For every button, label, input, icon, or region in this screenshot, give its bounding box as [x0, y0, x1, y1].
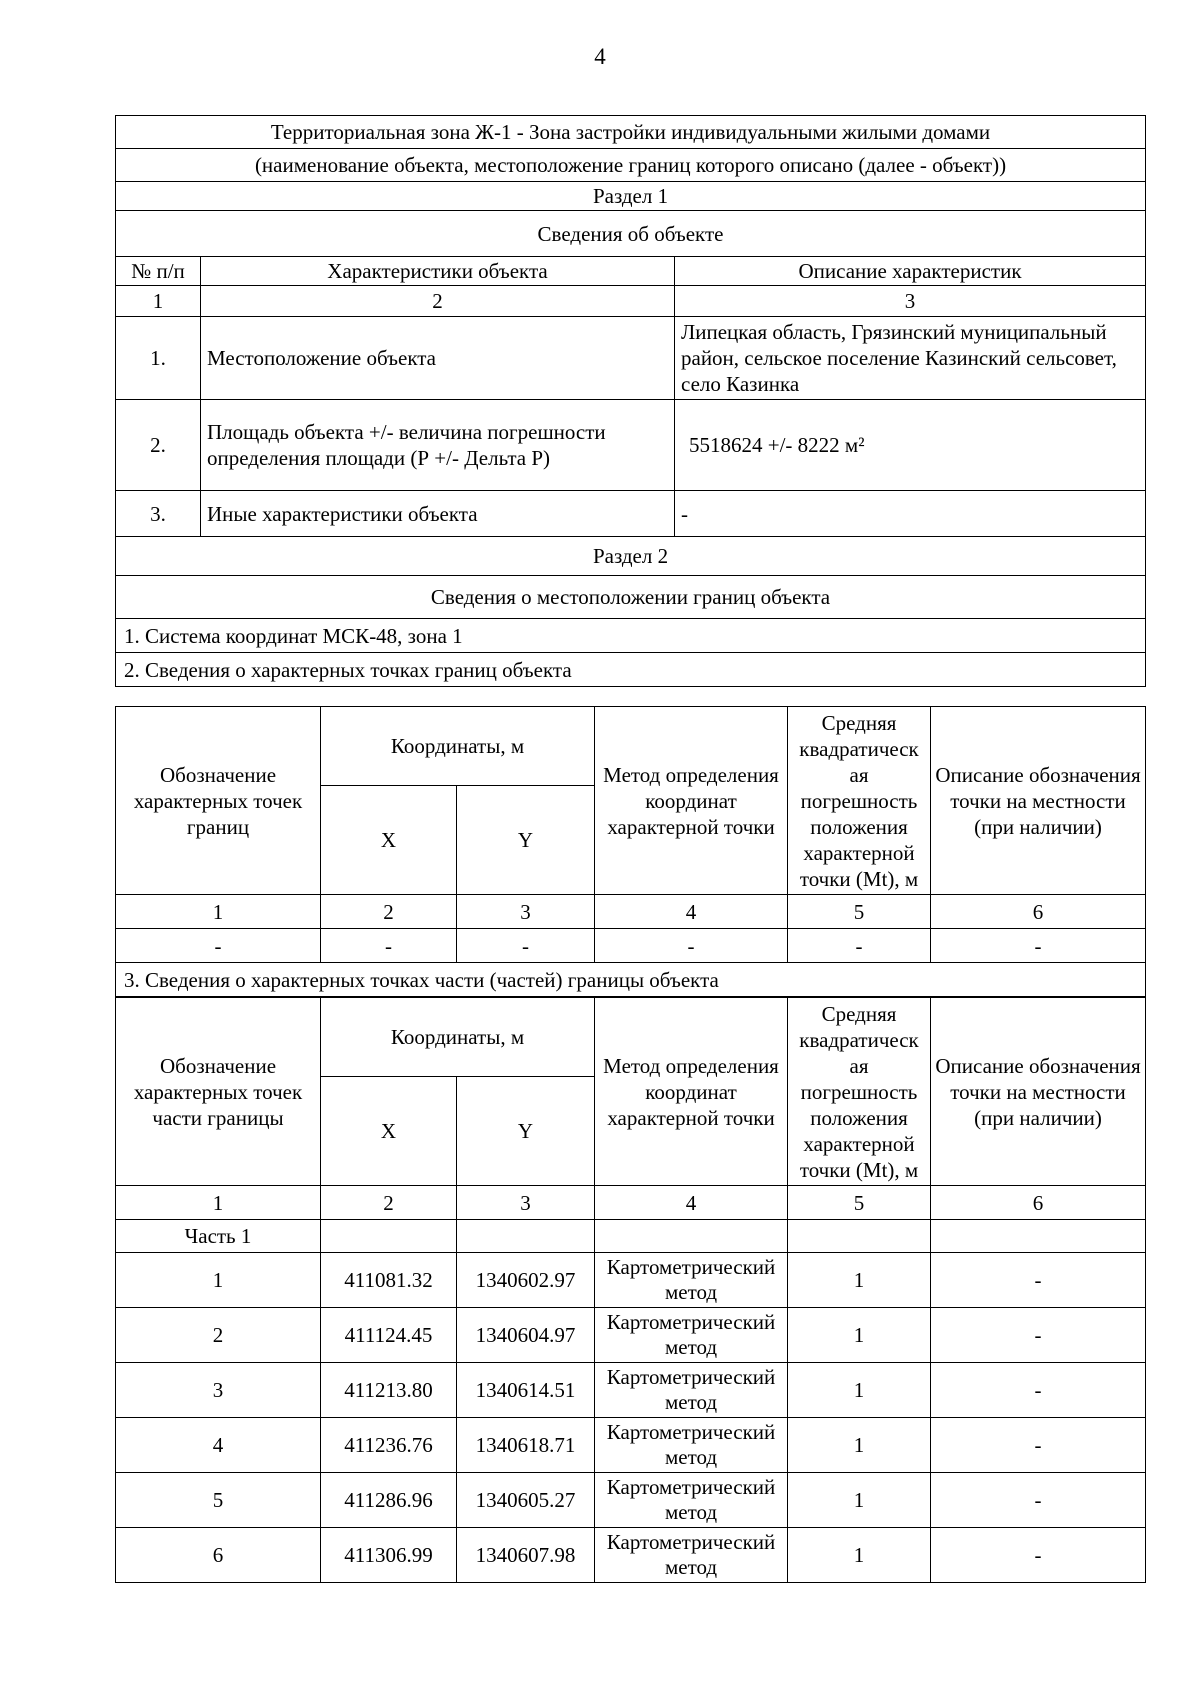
col-header-designation: Обозначение характерных точек границ [116, 707, 321, 895]
col-number: 1 [116, 1186, 321, 1220]
table-row [116, 1473, 1146, 1528]
empty-cell: - [321, 929, 457, 963]
col-header-description: Описание характеристик [675, 257, 1146, 286]
points-table [115, 706, 1146, 997]
point-y: 1340602.97 [457, 1253, 595, 1308]
point-x: 411081.32 [321, 1253, 457, 1308]
point-desc: - [931, 1308, 1146, 1363]
point-mt: 1 [788, 1473, 931, 1528]
col-number: 5 [788, 895, 931, 929]
col-header-description: Описание обозначения точки на местности (при наличии) [931, 707, 1146, 895]
point-method: Картометрический метод [595, 1418, 788, 1473]
point-method: Картометрический метод [595, 1363, 788, 1418]
table-row [116, 1308, 1146, 1363]
col-number: 6 [931, 1186, 1146, 1220]
col-number: 2 [321, 1186, 457, 1220]
row-name: Местоположение объекта [201, 317, 675, 400]
parts-table [115, 997, 1146, 1583]
row-num: 1. [116, 317, 201, 400]
point-mt: 1 [788, 1418, 931, 1473]
col-header-description: Описание обозначения точки на местности (при наличии) [931, 998, 1146, 1186]
empty-cell [788, 1220, 931, 1253]
row-value: - [675, 491, 1146, 537]
point-desc: - [931, 1418, 1146, 1473]
point-id: 6 [116, 1528, 321, 1583]
empty-cell: - [595, 929, 788, 963]
col-number: 6 [931, 895, 1146, 929]
coord-system: 1. Система координат МСК-48, зона 1 [116, 619, 1146, 653]
col-header-x: X [321, 1077, 457, 1186]
point-id: 2 [116, 1308, 321, 1363]
point-desc: - [931, 1473, 1146, 1528]
page-number: 4 [594, 44, 606, 69]
point-method: Картометрический метод [595, 1253, 788, 1308]
row-num: 3. [116, 491, 201, 537]
section1-table [115, 115, 1146, 687]
table-row [116, 1528, 1146, 1583]
col-number: 3 [675, 286, 1146, 317]
col-number: 2 [321, 895, 457, 929]
col-number: 1 [116, 895, 321, 929]
point-desc: - [931, 1528, 1146, 1583]
col-number: 4 [595, 895, 788, 929]
part-label: Часть 1 [116, 1220, 321, 1253]
col-header-num: № п/п [116, 257, 201, 286]
empty-cell [457, 1220, 595, 1253]
point-x: 411124.45 [321, 1308, 457, 1363]
point-y: 1340604.97 [457, 1308, 595, 1363]
point-mt: 1 [788, 1308, 931, 1363]
col-header-error: Средняя квадратическ ая погрешность положения характерной точки (Mt), м [788, 998, 931, 1186]
table-row [116, 1363, 1146, 1418]
col-number: 1 [116, 286, 201, 317]
point-y: 1340618.71 [457, 1418, 595, 1473]
point-mt: 1 [788, 1528, 931, 1583]
col-header-x: X [321, 786, 457, 895]
point-mt: 1 [788, 1253, 931, 1308]
col-header-error: Средняя квадратическ ая погрешность положения характерной точки (Mt), м [788, 707, 931, 895]
table-row [116, 1253, 1146, 1308]
parts-title: 3. Сведения о характерных точках части (частей) границы объекта [116, 963, 1146, 997]
point-y: 1340607.98 [457, 1528, 595, 1583]
point-desc: - [931, 1253, 1146, 1308]
point-y: 1340614.51 [457, 1363, 595, 1418]
empty-cell: - [116, 929, 321, 963]
row-num: 2. [116, 400, 201, 491]
point-x: 411236.76 [321, 1418, 457, 1473]
row-name: Площадь объекта +/- величина погрешности определения площади (Р +/- Дельта Р) [201, 400, 675, 491]
col-header-y: Y [457, 786, 595, 895]
point-id: 4 [116, 1418, 321, 1473]
point-id: 5 [116, 1473, 321, 1528]
point-id: 1 [116, 1253, 321, 1308]
part-label-row [116, 1220, 1146, 1253]
col-header-designation: Обозначение характерных точек части границы [116, 998, 321, 1186]
point-y: 1340605.27 [457, 1473, 595, 1528]
object-caption: (наименование объекта, местоположение границ которого описано (далее - объект)) [116, 149, 1146, 182]
empty-cell [931, 1220, 1146, 1253]
table-row [116, 491, 1146, 537]
table-row [116, 317, 1146, 400]
points-title: 2. Сведения о характерных точках границ объекта [116, 653, 1146, 687]
row-name: Иные характеристики объекта [201, 491, 675, 537]
empty-cell [321, 1220, 457, 1253]
empty-cell: - [931, 929, 1146, 963]
point-mt: 1 [788, 1363, 931, 1418]
col-header-coords: Координаты, м [321, 998, 595, 1077]
col-number: 3 [457, 895, 595, 929]
col-header-characteristics: Характеристики объекта [201, 257, 675, 286]
point-method: Картометрический метод [595, 1308, 788, 1363]
col-header-y: Y [457, 1077, 595, 1186]
section2-title: Раздел 2 [116, 537, 1146, 576]
section1-header-row [116, 257, 1146, 286]
zone-title: Территориальная зона Ж-1 - Зона застройки индивидуальными жилыми домами [116, 116, 1146, 149]
col-header-method: Метод определения координат характерной точки [595, 998, 788, 1186]
empty-cell: - [788, 929, 931, 963]
section1-subtitle: Сведения об объекте [116, 211, 1146, 257]
point-x: 411213.80 [321, 1363, 457, 1418]
empty-cell: - [457, 929, 595, 963]
empty-cell [595, 1220, 788, 1253]
col-header-coords: Координаты, м [321, 707, 595, 786]
table-row [116, 400, 1146, 491]
col-header-method: Метод определения координат характерной точки [595, 707, 788, 895]
parts-number-row [116, 1186, 1146, 1220]
point-desc: - [931, 1363, 1146, 1418]
point-x: 411286.96 [321, 1473, 457, 1528]
point-id: 3 [116, 1363, 321, 1418]
col-number: 2 [201, 286, 675, 317]
section2-subtitle: Сведения о местоположении границ объекта [116, 576, 1146, 619]
points-empty-row [116, 929, 1146, 963]
col-number: 3 [457, 1186, 595, 1220]
point-x: 411306.99 [321, 1528, 457, 1583]
table-row [116, 1418, 1146, 1473]
points-number-row [116, 895, 1146, 929]
section1-number-row [116, 286, 1146, 317]
point-method: Картометрический метод [595, 1528, 788, 1583]
section1-title: Раздел 1 [116, 182, 1146, 211]
col-number: 4 [595, 1186, 788, 1220]
point-method: Картометрический метод [595, 1473, 788, 1528]
row-value: 5518624 +/- 8222 м² [675, 400, 1146, 491]
row-value: Липецкая область, Грязинский муниципальный район, сельское поселение Казинский сельсовет, село Казинка [675, 317, 1146, 400]
col-number: 5 [788, 1186, 931, 1220]
